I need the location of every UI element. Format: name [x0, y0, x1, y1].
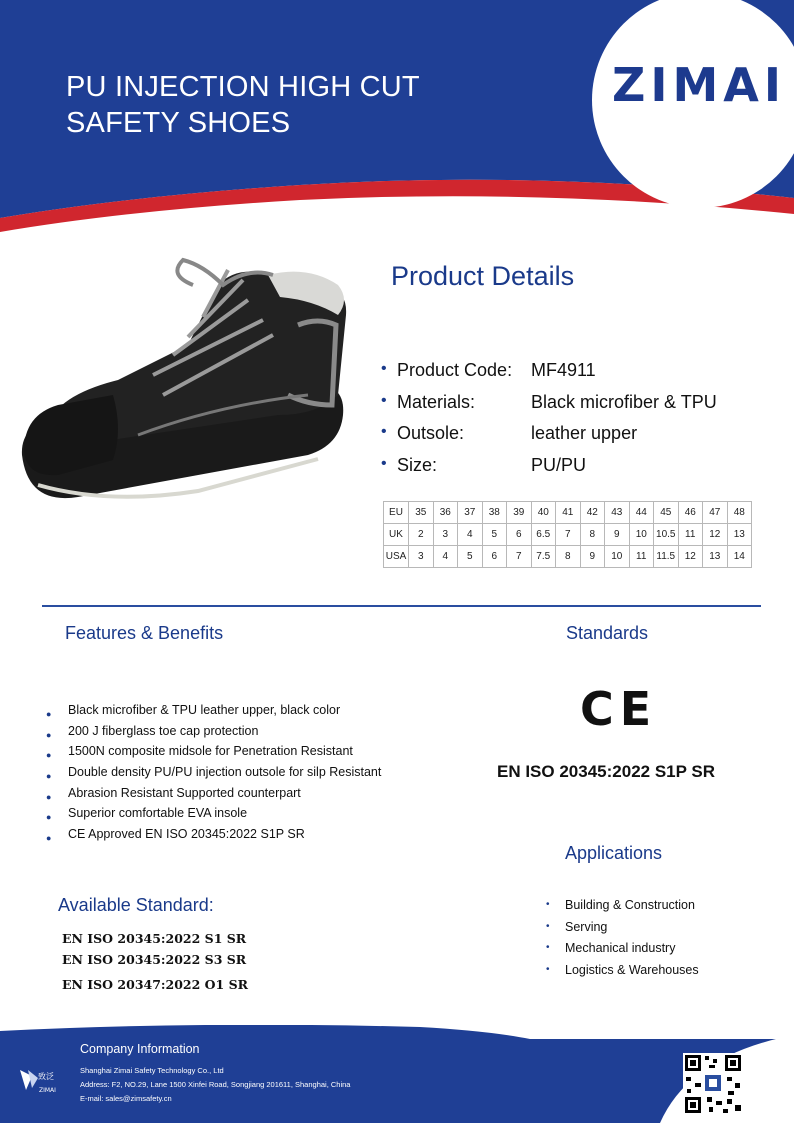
size-cell: 42 — [580, 502, 605, 524]
size-row-header: UK — [384, 524, 409, 546]
available-standard-item: EN ISO 20345:2022 S3 SR — [62, 952, 247, 967]
available-standard-item: EN ISO 20345:2022 S1 SR — [62, 931, 247, 946]
company-email[interactable]: E-mail: sales@zimsafety.cn — [80, 1094, 172, 1103]
size-cell: 13 — [703, 546, 728, 568]
size-cell: 3 — [409, 546, 434, 568]
available-standard-heading: Available Standard: — [58, 895, 214, 915]
size-cell: 45 — [654, 502, 679, 524]
size-row-eu — [384, 502, 752, 524]
bullet-icon: • — [546, 899, 550, 910]
company-address: Address: F2, NO.29, Lane 1500 Xinfei Road, Songjiang 201611, Shanghai, China — [80, 1080, 351, 1089]
footer-logo-text: ZIMAI — [39, 1087, 56, 1094]
size-cell: 36 — [433, 502, 458, 524]
brand-logo: ZIMAI — [612, 58, 786, 112]
features-heading: Features & Benefits — [65, 623, 224, 643]
size-cell: 6.5 — [531, 524, 556, 546]
spec-value: PU/PU — [531, 455, 587, 475]
company-info-heading: Company Information — [80, 1042, 200, 1056]
application-text: Mechanical industry — [565, 941, 676, 956]
size-cell: 8 — [556, 546, 581, 568]
size-cell: 10.5 — [654, 524, 679, 546]
size-cell: 5 — [458, 546, 483, 568]
feature-text: Abrasion Resistant Supported counterpart — [68, 785, 301, 800]
size-cell: 35 — [409, 502, 434, 524]
feature-text: CE Approved EN ISO 20345:2022 S1P SR — [68, 827, 305, 842]
size-cell: 12 — [678, 546, 703, 568]
page-title-line-1: PU INJECTION HIGH CUT — [66, 71, 420, 103]
spec-value: MF4911 — [531, 360, 596, 380]
spec-label: Materials: — [397, 392, 476, 412]
feature-text: Black microfiber & TPU leather upper, black color — [68, 703, 341, 717]
size-cell: 13 — [727, 524, 752, 546]
size-cell: 6 — [507, 524, 532, 546]
size-row-uk — [384, 524, 752, 546]
size-cell: 40 — [531, 502, 556, 524]
company-name: Shanghai Zimai Safety Technology Co., Ltd — [80, 1066, 224, 1075]
size-cell: 37 — [458, 502, 483, 524]
bullet-icon: • — [381, 455, 387, 472]
size-cell: 3 — [433, 524, 458, 546]
spec-label: Outsole: — [397, 423, 465, 443]
size-cell: 43 — [605, 502, 630, 524]
size-cell: 48 — [727, 502, 752, 524]
size-cell: 12 — [703, 524, 728, 546]
spec-value: Black microfiber & TPU — [531, 392, 717, 412]
spec-value: leather upper — [531, 423, 638, 443]
bullet-icon: • — [381, 360, 387, 377]
size-cell: 11 — [678, 524, 703, 546]
size-cell: 4 — [433, 546, 458, 568]
application-text: Serving — [565, 919, 608, 934]
applications-heading: Applications — [565, 843, 663, 863]
bullet-icon: ● — [46, 750, 52, 761]
standards-heading: Standards — [566, 623, 649, 643]
shoe-image — [18, 255, 353, 510]
feature-text: Double density PU/PU injection outsole for silp Resistant — [68, 765, 382, 780]
feature-text: Superior comfortable EVA insole — [68, 806, 248, 821]
size-cell: 8 — [580, 524, 605, 546]
bullet-icon: • — [546, 963, 550, 975]
bullet-icon: • — [381, 392, 387, 409]
application-text: Building & Construction — [565, 898, 695, 912]
product-details-heading: Product Details — [391, 261, 575, 291]
size-table — [383, 501, 752, 568]
spec-label: Product Code: — [397, 360, 513, 380]
size-row-header: USA — [384, 546, 409, 568]
size-cell: 7.5 — [531, 546, 556, 568]
standard-main: EN ISO 20345:2022 S1P SR — [497, 762, 715, 781]
bullet-icon: ● — [46, 771, 52, 782]
size-cell: 38 — [482, 502, 507, 524]
size-cell: 6 — [482, 546, 507, 568]
bullet-icon: • — [546, 920, 550, 932]
feature-text: 200 J fiberglass toe cap protection — [68, 723, 259, 738]
size-cell: 10 — [629, 524, 654, 546]
size-cell: 5 — [482, 524, 507, 546]
size-cell: 10 — [605, 546, 630, 568]
bullet-icon: ● — [46, 709, 52, 719]
size-cell: 39 — [507, 502, 532, 524]
qr-code-icon — [683, 1053, 743, 1115]
application-text: Logistics & Warehouses — [565, 962, 699, 977]
size-cell: 7 — [507, 546, 532, 568]
bullet-icon: ● — [46, 729, 52, 740]
size-cell: 14 — [727, 546, 752, 568]
page-title-line-2: SAFETY SHOES — [66, 107, 291, 139]
size-cell: 4 — [458, 524, 483, 546]
spec-label: Size: — [397, 455, 438, 475]
ce-mark-icon: CE — [580, 682, 658, 736]
size-cell: 11.5 — [654, 546, 679, 568]
size-cell: 47 — [703, 502, 728, 524]
size-row-usa — [384, 546, 752, 568]
section-divider — [42, 605, 761, 607]
bullet-icon: • — [381, 423, 387, 440]
size-cell: 9 — [580, 546, 605, 568]
bullet-icon: • — [546, 942, 550, 954]
feature-text: 1500N composite midsole for Penetration Resistant — [68, 744, 353, 759]
size-cell: 2 — [409, 524, 434, 546]
size-cell: 11 — [629, 546, 654, 568]
size-cell: 9 — [605, 524, 630, 546]
bullet-icon: ● — [46, 812, 52, 823]
footer-logo-icon — [18, 1066, 62, 1096]
bullet-icon: ● — [46, 833, 52, 844]
size-row-header: EU — [384, 502, 409, 524]
size-cell: 44 — [629, 502, 654, 524]
size-cell: 7 — [556, 524, 581, 546]
bullet-icon: ● — [46, 791, 52, 802]
size-cell: 46 — [678, 502, 703, 524]
svg-text:致泛: 致泛 — [38, 1072, 54, 1081]
size-cell: 41 — [556, 502, 581, 524]
available-standard-item: EN ISO 20347:2022 O1 SR — [62, 977, 249, 992]
